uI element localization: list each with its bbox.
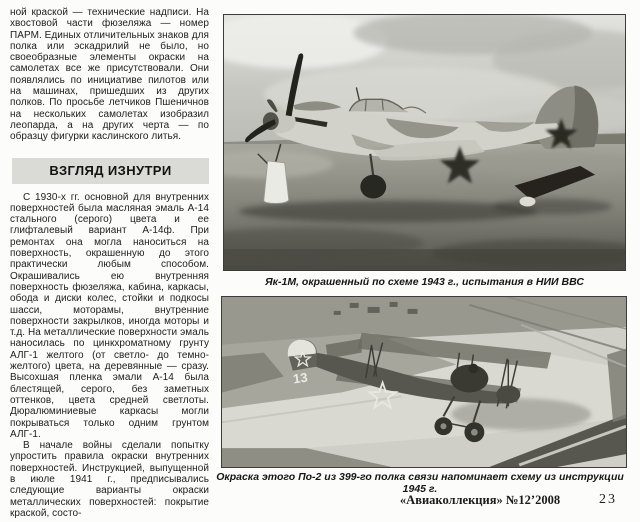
- section-header-bar: [12, 158, 209, 184]
- photo-caption: Окраска этого По-2 из 399-го полка связи напоминает схему из инструкции 1945 г.: [216, 471, 624, 495]
- yak-1m-illustration: [224, 15, 625, 270]
- paragraph: С 1930-х гг. основной для внутренних поверхностей была масляная эмаль А-14 стального (серого) цвета и ее глифталевый вариант А-14ф. При ремонтах она могла наноситься на поверхность, окрашенную до этого практически любым способом. Окрашивались ею внутренняя поверхность фюзеляжа, кабина, каркасы, обода и диски колес, стойки и подкосы шасси, моторамы, внутренние поверхности закрылков, иногда моторы и т.д. На металлические поверхности эмаль наносилась по цинкхроматному грунту АЛГ-1 желтого (от светло- до темно-желтого) цвета, на деревянные — сразу. Высохшая пленка эмали А-14 была блестящей, серого, без заметных оттенков, цвета средней светлоты. Дюралюминиевые каркасы могли покрываться только одним грунтом АЛГ-1.: [10, 191, 209, 440]
- po-2-photo: [221, 296, 627, 468]
- po-2-illustration: [222, 297, 626, 467]
- text-column: [10, 7, 209, 519]
- paragraph: ной краской — технические надписи. На хвостовой части фюзеляжа — номер ПАРМ. Единых отличительных знаков для полка или эскадрилий не было, но своеобразные элементы окраски на самолетах все же присутствовали. Они появлялись по инициативе пилотов или на машинах, пришедших из других полков. По просьбе летчиков Пшеничнов на нескольких самолетах изобразил леопарда, а на других черта — по образцу фигурки каслинского литья.: [10, 7, 209, 143]
- tail-number: 13: [292, 369, 309, 387]
- yak-1m-photo: [223, 14, 626, 271]
- journal-issue-label: «Авиаколлекция» №12’2008: [399, 493, 561, 507]
- photo-caption: Як-1М, окрашенный по схеме 1943 г., испытания в НИИ ВВС: [265, 276, 584, 288]
- paragraph: В начале войны сделали попытку упростить правила окраски внутренних поверхностей. Инструкцией, выпущенной в июле 1941 г., предписывались следующие варианты окраски металлических поверхностей: покрытие краской, состо-: [10, 440, 209, 519]
- section-title: ВЗГЛЯД ИЗНУТРИ: [49, 163, 172, 179]
- page-number: 23: [599, 492, 617, 507]
